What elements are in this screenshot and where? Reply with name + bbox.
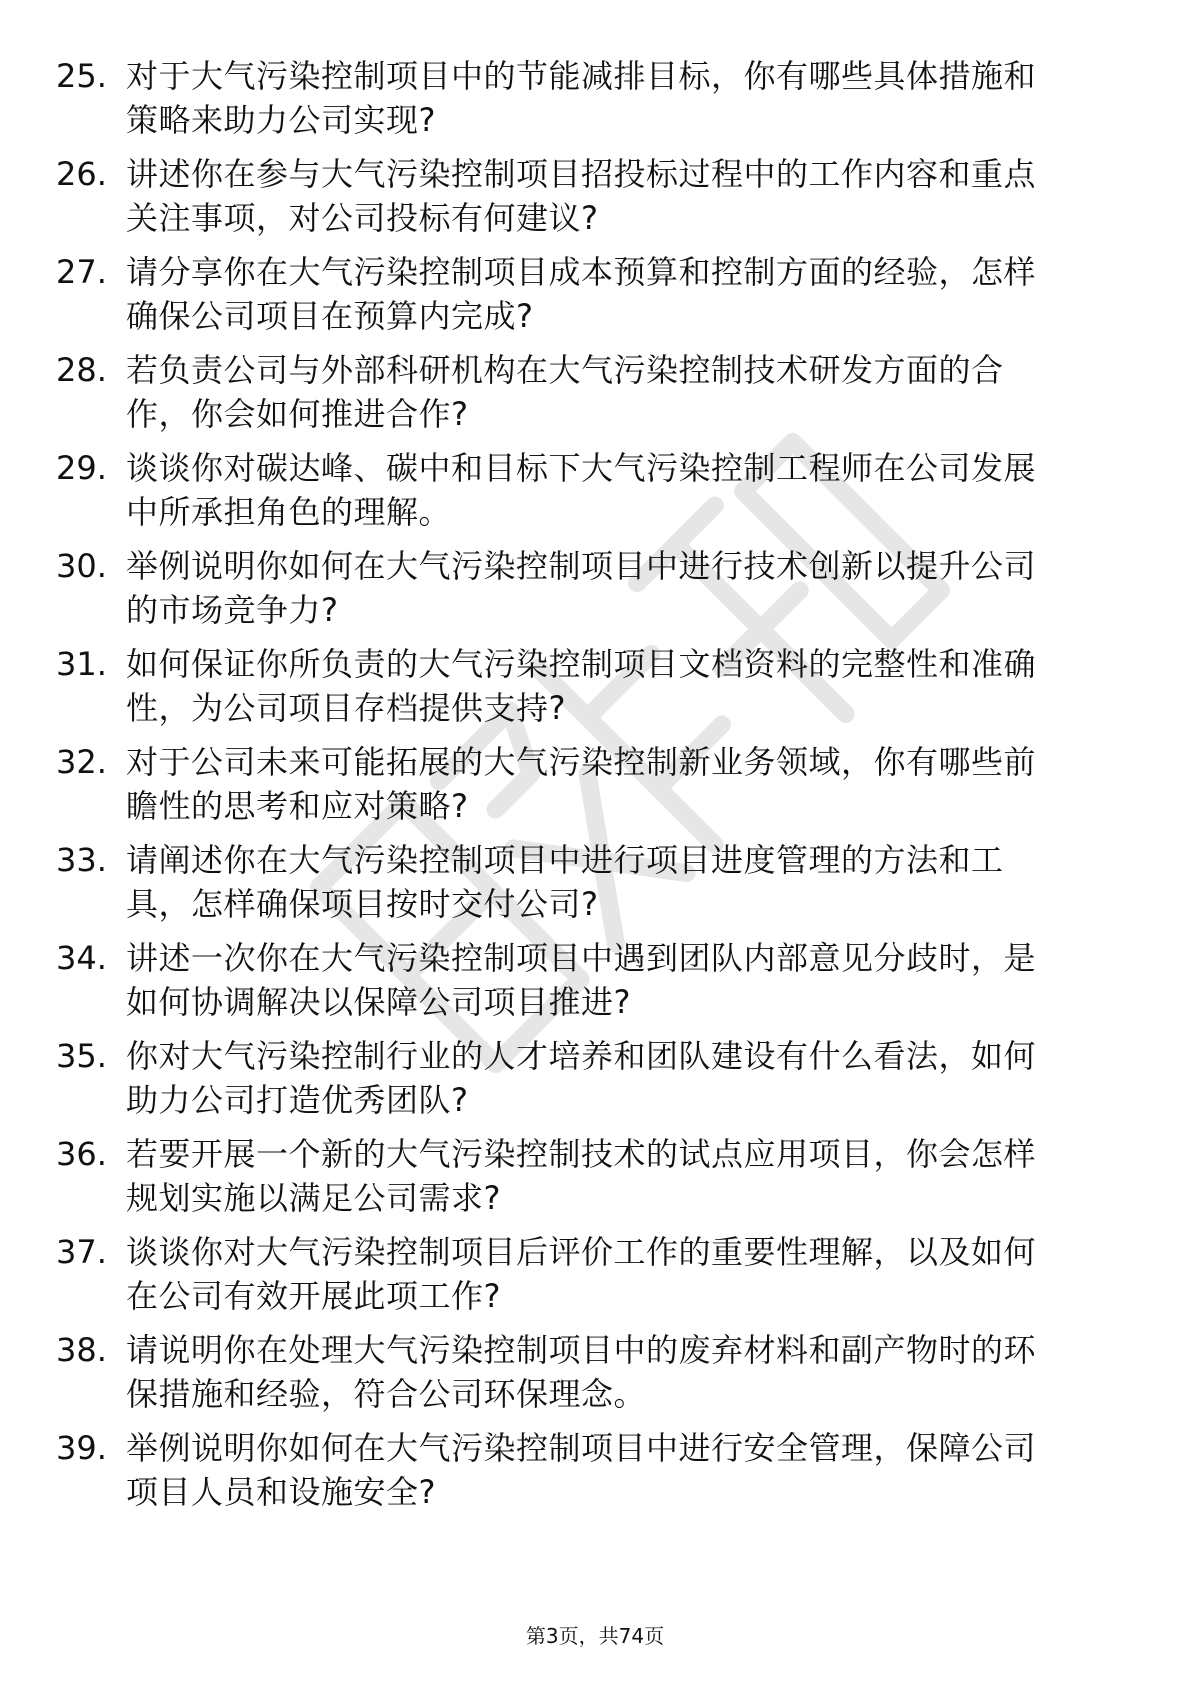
question-text: 若负责公司与外部科研机构在大气污染控制技术研发方面的合 作，你会如何推进合作? bbox=[126, 351, 1004, 433]
question-text: 讲述你在参与大气污染控制项目招投标过程中的工作内容和重点 关注事项，对公司投标有何建议? bbox=[126, 155, 1037, 237]
question-number: 32. bbox=[56, 743, 107, 781]
question-text: 请阐述你在大气污染控制项目中进行项目进度管理的方法和工 具，怎样确保项目按时交付公司? bbox=[126, 841, 1004, 923]
question-item bbox=[56, 544, 1136, 632]
question-item bbox=[56, 54, 1136, 142]
question-text: 请分享你在大气污染控制项目成本预算和控制方面的经验，怎样 确保公司项目在预算内完成? bbox=[126, 253, 1037, 335]
question-text: 谈谈你对碳达峰、碳中和目标下大气污染控制工程师在公司发展 中所承担角色的理解。 bbox=[126, 449, 1037, 531]
question-number: 27. bbox=[56, 253, 107, 291]
question-item bbox=[56, 1230, 1136, 1318]
question-text: 谈谈你对大气污染控制项目后评价工作的重要性理解，以及如何 在公司有效开展此项工作? bbox=[126, 1233, 1037, 1315]
question-text: 讲述一次你在大气污染控制项目中遇到团队内部意见分歧时，是 如何协调解决以保障公司项目推进? bbox=[126, 939, 1037, 1021]
question-number: 25. bbox=[56, 57, 107, 95]
question-item bbox=[56, 1328, 1136, 1416]
question-text: 对于公司未来可能拓展的大气污染控制新业务领域，你有哪些前 瞻性的思考和应对策略? bbox=[126, 743, 1037, 825]
question-number: 31. bbox=[56, 645, 107, 683]
question-number: 34. bbox=[56, 939, 107, 977]
question-text: 如何保证你所负责的大气污染控制项目文档资料的完整性和准确 性，为公司项目存档提供支持? bbox=[126, 645, 1037, 727]
question-number: 37. bbox=[56, 1233, 107, 1271]
question-number: 39. bbox=[56, 1429, 107, 1467]
question-text: 举例说明你如何在大气污染控制项目中进行技术创新以提升公司 的市场竞争力? bbox=[126, 547, 1037, 629]
question-number: 30. bbox=[56, 547, 107, 585]
question-item bbox=[56, 446, 1136, 534]
question-item bbox=[56, 1034, 1136, 1122]
question-number: 38. bbox=[56, 1331, 107, 1369]
question-item bbox=[56, 1426, 1136, 1514]
question-number: 35. bbox=[56, 1037, 107, 1075]
question-item bbox=[56, 936, 1136, 1024]
question-item bbox=[56, 838, 1136, 926]
question-number: 28. bbox=[56, 351, 107, 389]
question-item bbox=[56, 152, 1136, 240]
question-item bbox=[56, 348, 1136, 436]
question-number: 36. bbox=[56, 1135, 107, 1173]
question-item bbox=[56, 642, 1136, 730]
question-text: 举例说明你如何在大气污染控制项目中进行安全管理，保障公司 项目人员和设施安全? bbox=[126, 1429, 1037, 1511]
page-footer bbox=[0, 1622, 1190, 1650]
question-item bbox=[56, 1132, 1136, 1220]
question-text: 你对大气污染控制行业的人才培养和团队建设有什么看法，如何 助力公司打造优秀团队? bbox=[126, 1037, 1037, 1119]
question-item bbox=[56, 740, 1136, 828]
question-text: 请说明你在处理大气污染控制项目中的废弃材料和副产物时的环 保措施和经验，符合公司环保理念。 bbox=[126, 1331, 1037, 1413]
question-number: 33. bbox=[56, 841, 107, 879]
page-number-label: 第3页，共74页 bbox=[525, 1624, 665, 1648]
question-item bbox=[56, 250, 1136, 338]
question-text: 若要开展一个新的大气污染控制技术的试点应用项目，你会怎样 规划实施以满足公司需求? bbox=[126, 1135, 1037, 1217]
question-number: 26. bbox=[56, 155, 107, 193]
question-number: 29. bbox=[56, 449, 107, 487]
question-text: 对于大气污染控制项目中的节能减排目标，你有哪些具体措施和 策略来助力公司实现? bbox=[126, 57, 1037, 139]
